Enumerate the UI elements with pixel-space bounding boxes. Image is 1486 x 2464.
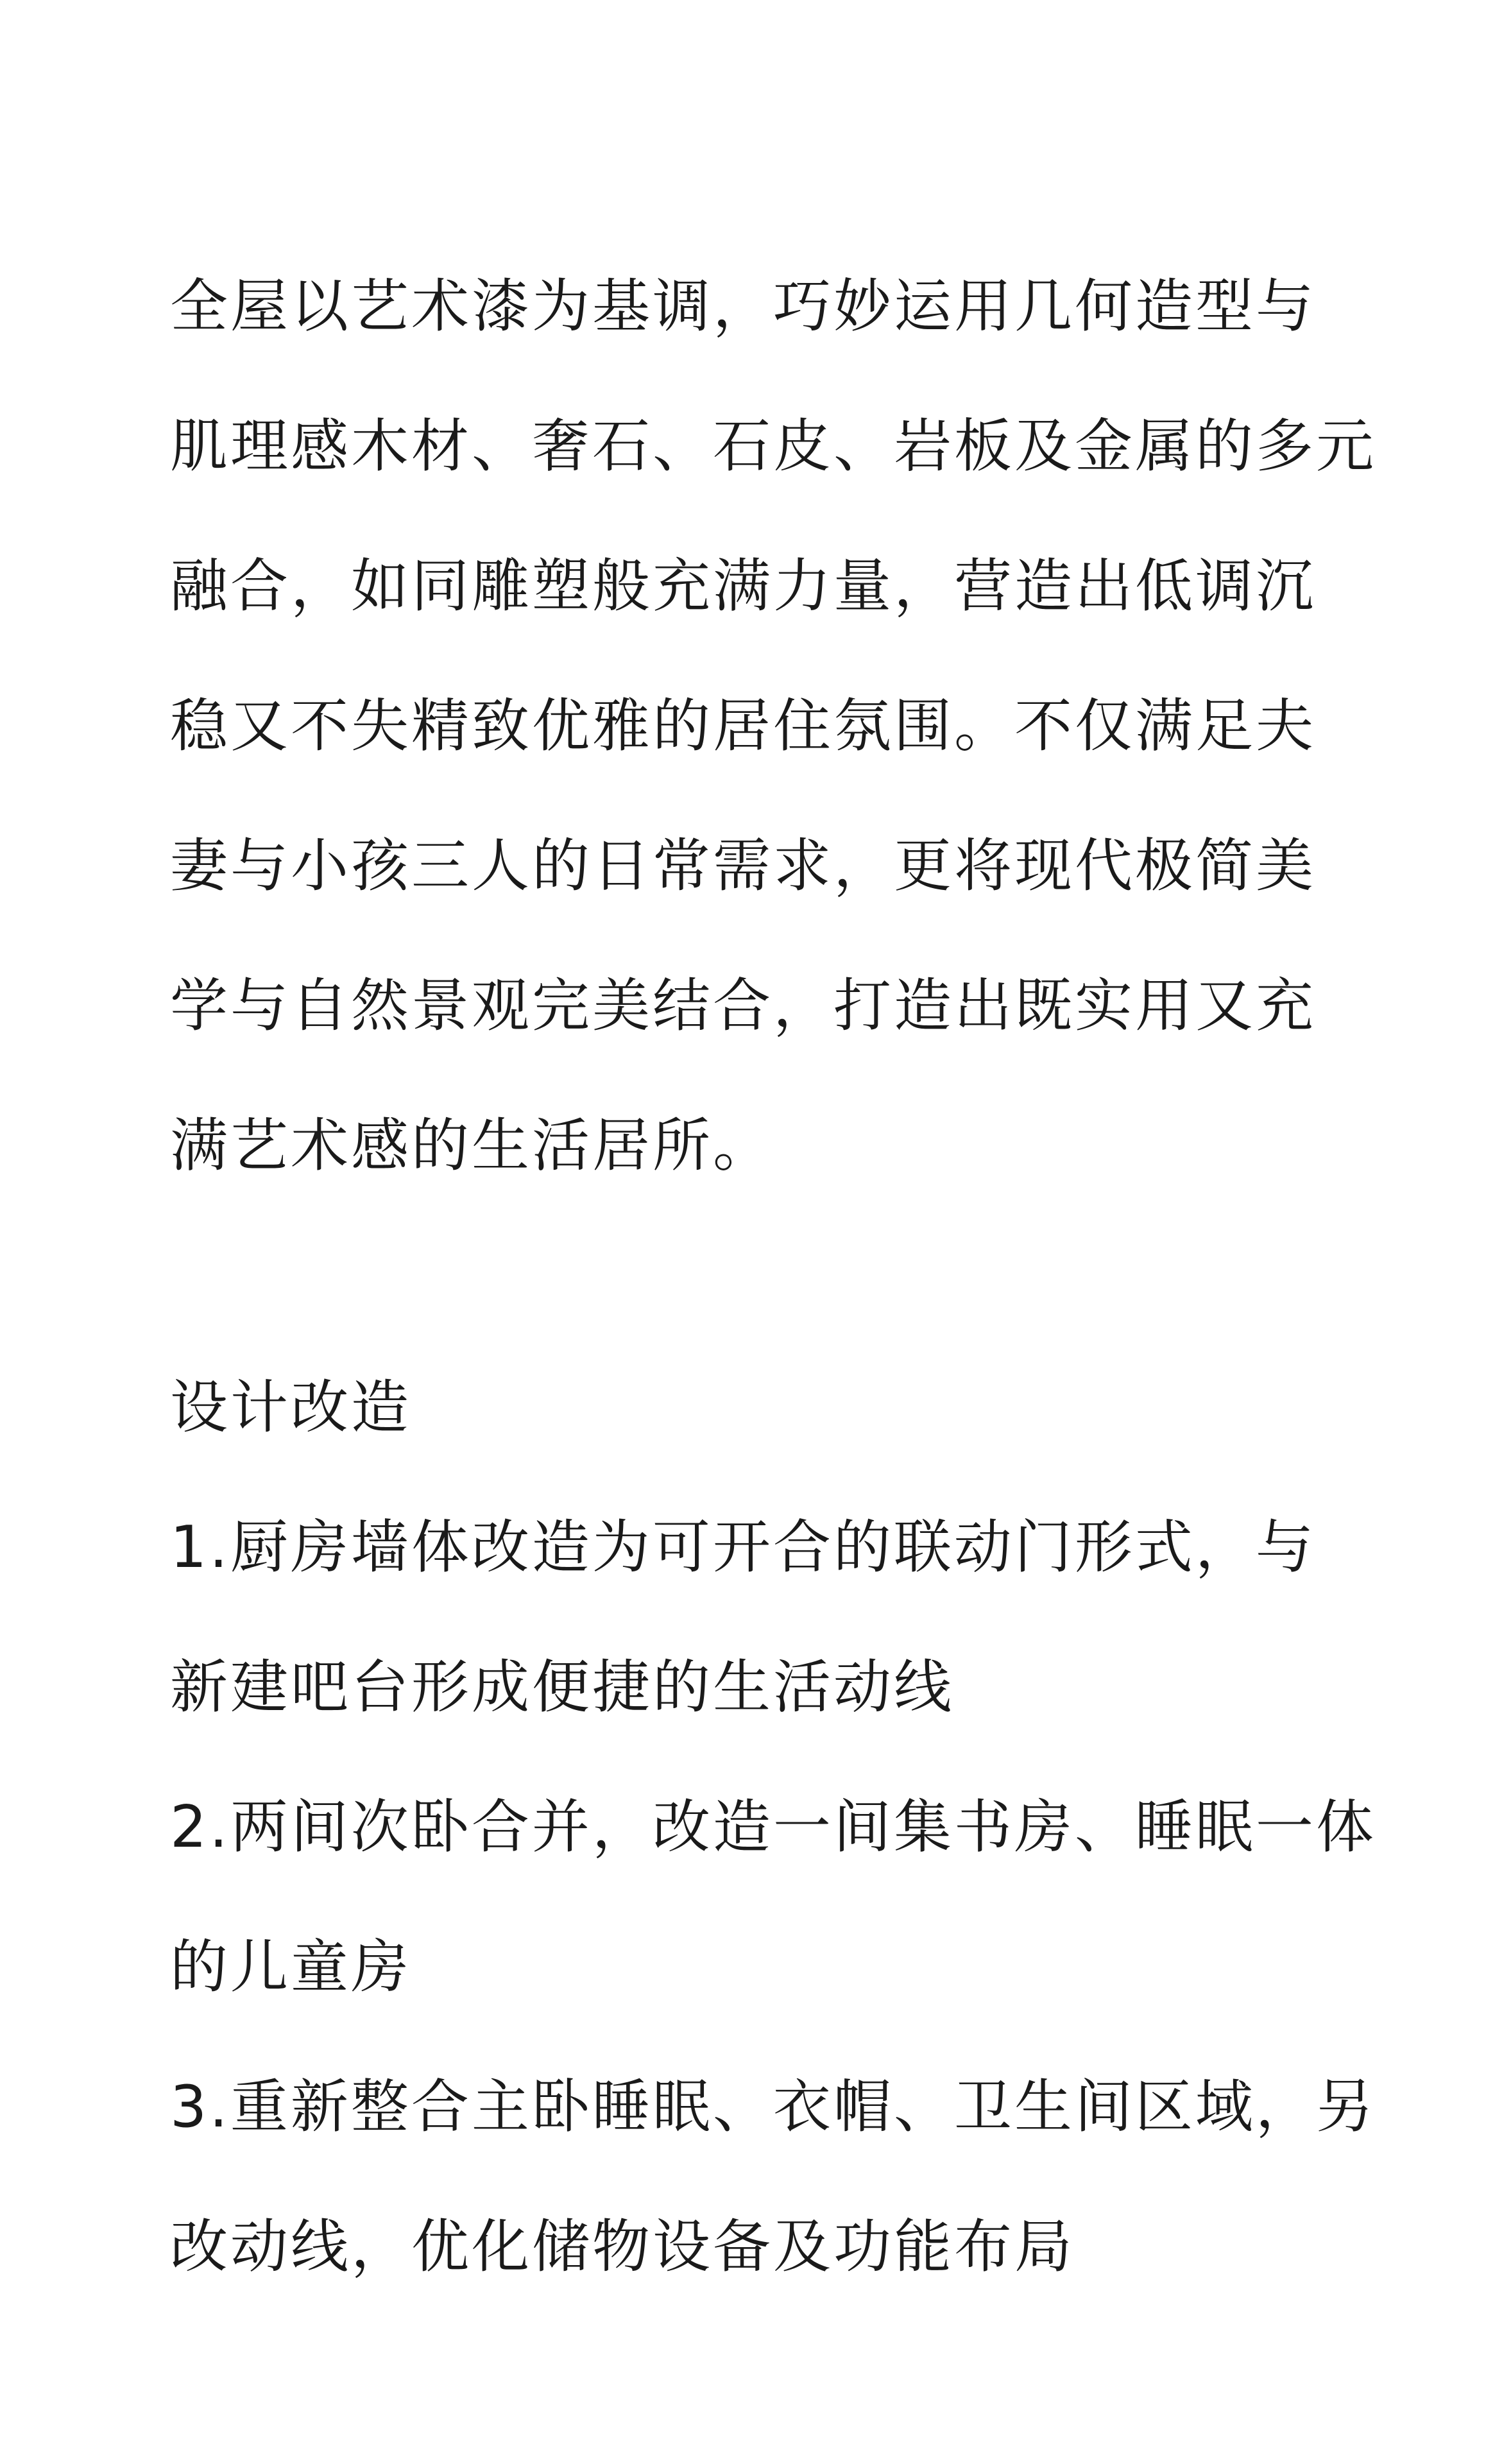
intro-line: 全屋以艺术漆为基调，巧妙运用几何造型与 (170, 273, 1316, 340)
intro-line: 肌理感木材、奢石、石皮、岩板及金属的多元 (170, 413, 1376, 480)
intro-line: 学与自然景观完美结合，打造出既实用又充 (170, 972, 1316, 1040)
design-line: 新建吧台形成便捷的生活动线 (170, 1654, 954, 1721)
intro-line: 融合，如同雕塑般充满力量，营造出低调沉 (170, 552, 1316, 620)
design-line: 1.厨房墙体改造为可开合的联动门形式，与 (170, 1514, 1316, 1581)
design-line: 3.重新整合主卧睡眠、衣帽、卫生间区域，另 (170, 2073, 1376, 2141)
intro-line: 稳又不失精致优雅的居住氛围。不仅满足夫 (170, 692, 1316, 760)
design-line: 2.两间次卧合并，改造一间集书房、睡眠一体 (170, 1793, 1376, 1861)
section-heading: 设计改造 (170, 1374, 411, 1441)
design-line: 的儿童房 (170, 1933, 411, 2001)
intro-line: 满艺术感的生活居所。 (170, 1112, 773, 1179)
intro-line: 妻与小孩三人的日常需求，更将现代极简美 (170, 832, 1316, 900)
design-line: 改动线，优化储物设备及功能布局 (170, 2213, 1075, 2280)
